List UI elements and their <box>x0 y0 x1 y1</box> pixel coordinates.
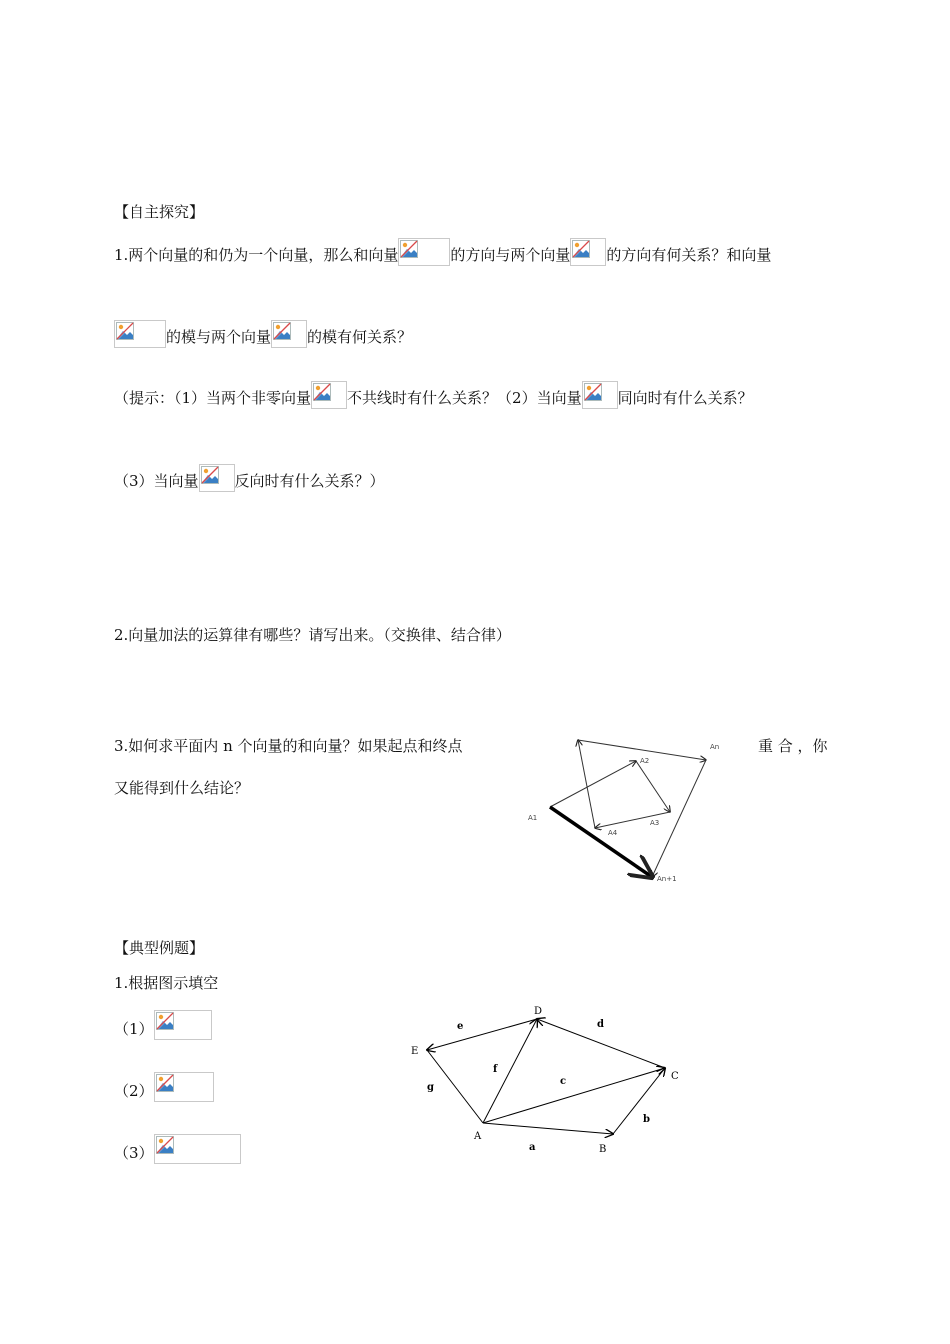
vector-g-label: g <box>427 1082 434 1093</box>
point-c-label: C <box>671 1071 679 1082</box>
broken-image-icon <box>273 322 291 340</box>
question-2: 2.向量加法的运算律有哪些？请写出来。（交换律、结合律） <box>114 626 511 644</box>
vector-a-label: a <box>529 1142 536 1153</box>
broken-image-icon <box>201 466 219 484</box>
hint-line-2 <box>114 464 385 492</box>
answer-formula-image <box>154 1134 241 1164</box>
hint-text-2: 不共线时有什么关系？（2）当向量 <box>347 389 582 407</box>
question-1-text-2: 的方向与两个向量 <box>450 246 571 264</box>
point-b-label: B <box>599 1144 607 1155</box>
label-a1: A1 <box>528 814 538 822</box>
label-an1: An+1 <box>657 875 677 883</box>
question-3-text-2: 重 合 ，你 <box>758 737 828 755</box>
vector-f <box>483 1019 537 1123</box>
label-a2: A2 <box>640 757 650 765</box>
broken-image-icon <box>400 240 418 258</box>
question-3-text-3: 又能得到什么结论？ <box>114 779 250 797</box>
explore-heading: 【自主探究】 <box>114 203 205 221</box>
vector-a1-a2 <box>550 761 636 807</box>
vector-formula-image <box>311 381 347 409</box>
hint-text-5: 反向时有什么关系？） <box>234 472 385 490</box>
item-number: （1） <box>114 1020 154 1038</box>
vector-c-label: c <box>560 1076 567 1087</box>
broken-image-icon <box>156 1074 174 1092</box>
vector-e <box>427 1019 537 1050</box>
point-e-label: E <box>411 1046 419 1057</box>
question-1-text-5: 的模有何关系？ <box>307 328 413 346</box>
vector-b-label: b <box>643 1114 650 1125</box>
question-3-text-1: 3.如何求平面内 n 个向量的和向量？如果起点和终点 <box>114 737 463 755</box>
hint-line-1 <box>114 381 753 409</box>
example-item-1 <box>114 1010 212 1040</box>
point-a-label: A <box>474 1131 482 1142</box>
hint-text-1: （提示：（1）当两个非零向量 <box>114 389 312 407</box>
broken-image-icon <box>584 383 602 401</box>
hint-text-3: 同向时有什么关系？ <box>617 389 753 407</box>
vector-formula-image <box>582 381 618 409</box>
broken-image-icon <box>313 383 331 401</box>
vector-a2-a3 <box>636 761 670 812</box>
question-1-text-1: 1.两个向量的和仍为一个向量，那么和向量 <box>114 246 399 264</box>
answer-formula-image <box>154 1010 212 1040</box>
vector-b <box>613 1068 665 1134</box>
broken-image-icon <box>156 1136 174 1154</box>
vector-polygon-figure <box>520 730 740 895</box>
broken-image-icon <box>116 322 134 340</box>
question-1-line-1 <box>114 238 771 266</box>
label-a4: A4 <box>608 829 618 837</box>
answer-formula-image <box>154 1072 214 1102</box>
vector-formula-image <box>570 238 606 266</box>
question-1-line-2 <box>114 320 412 348</box>
label-a3: A3 <box>650 819 660 827</box>
pentagon-vector-figure <box>400 995 700 1165</box>
item-number: （3） <box>114 1144 154 1162</box>
question-1-text-4: 的模与两个向量 <box>166 328 272 346</box>
point-d-label: D <box>534 1006 543 1017</box>
vector-formula-image <box>199 464 235 492</box>
broken-image-icon <box>572 240 590 258</box>
broken-image-icon <box>156 1012 174 1030</box>
vector-e-label: e <box>457 1021 464 1032</box>
example-item-2 <box>114 1072 214 1102</box>
vector-d-label: d <box>597 1019 604 1030</box>
vector-a <box>483 1123 613 1134</box>
vector-f-label: f <box>493 1064 498 1075</box>
label-an: An <box>710 743 720 751</box>
vector-c <box>483 1068 665 1123</box>
question-1-text-3: 的方向有何关系？和向量 <box>606 246 772 264</box>
vector-an-an1 <box>652 760 706 877</box>
vector-g <box>427 1050 483 1123</box>
vector-formula-image <box>271 320 307 348</box>
example-item-3 <box>114 1134 241 1164</box>
example-1-title: 1.根据图示填空 <box>114 974 219 992</box>
vector-formula-image <box>398 238 450 266</box>
vector-formula-image <box>114 320 166 348</box>
examples-heading: 【典型例题】 <box>114 939 205 957</box>
vector-a1-an1 <box>550 807 652 877</box>
hint-text-4: （3）当向量 <box>114 472 199 490</box>
item-number: （2） <box>114 1082 154 1100</box>
